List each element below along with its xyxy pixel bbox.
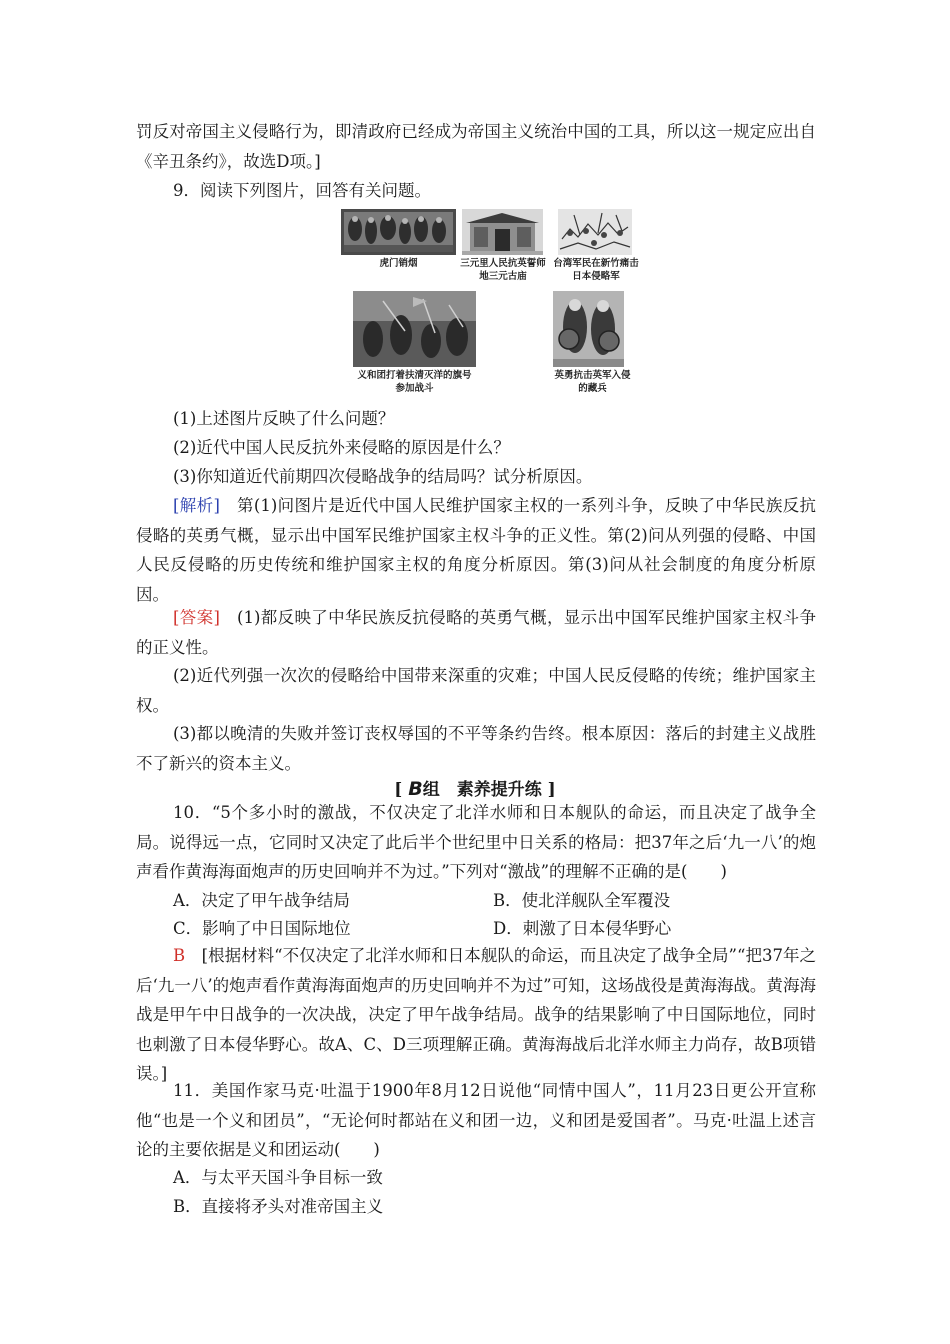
caption-humen: 虎门销烟 xyxy=(379,258,418,269)
analysis-text: 第(1)问图片是近代中国人民维护国家主权的一系列斗争，反映了中华民族反抗侵略的英勇气概，显示出中国军民维护国家主权斗争的正义性。第(2)问从列强的侵略、中国人民反侵略的历史传统和维护国家主权的角度分析原因。第(3)问从社会制度的角度分析原因。 xyxy=(136,496,817,604)
caption-boxers: 义和团打着扶清灭洋的旗号参加战斗 xyxy=(357,370,472,394)
question-9-answer-3: (3)都以晚清的失败并签订丧权辱国的不平等条约告终。根本原因：落后的封建主义战胜不了新兴的资本主义。 xyxy=(136,724,816,773)
caption-sanyuanli: 三元里人民抗英誓师地三元古庙 xyxy=(460,258,546,282)
question-9-answer-1 xyxy=(136,603,816,662)
photo-tibetan-soldiers xyxy=(553,291,624,367)
question-10-stem: 10．“5个多小时的激战，不仅决定了北洋水师和日本舰队的命运，而且决定了战争全局。说得远一点，它同时又决定了此后半个世纪里中日关系的格局：把37年之后‘九一八’的炮声看作黄海海面炮声的历史回响并不为过。”下列对“激战”的理解不正确的是( ) xyxy=(136,803,816,882)
analysis-tag: [解析] xyxy=(173,496,220,515)
question-10-option-c: C．影响了中日国际地位 xyxy=(173,919,351,938)
paragraph-q8-explanation-end: 罚反对帝国主义侵略行为，即清政府已经成为帝国主义统治中国的工具，所以这一规定应出自《辛丑条约》，故选D项。] xyxy=(136,122,816,171)
photo-humen-opium-destruction xyxy=(341,209,456,255)
question-10-answer-letter: B xyxy=(173,946,186,965)
answer-tag: [答案] xyxy=(173,608,220,627)
question-9-answer-2: (2)近代列强一次次的侵略给中国带来深重的灾难；中国人民反侵略的传统；维护国家主权。 xyxy=(136,666,816,715)
caption-tibetan: 英勇抗击英军入侵的藏兵 xyxy=(554,370,631,394)
photo-taiwan-hsinchu-battle xyxy=(558,209,632,255)
photo-sanyuan-temple xyxy=(462,209,543,255)
photo-boxer-battle xyxy=(353,291,476,367)
question-9-stem: 9．阅读下列图片，回答有关问题。 xyxy=(173,181,431,200)
question-10-option-b: B．使北洋舰队全军覆没 xyxy=(493,891,671,910)
question-9-sub2: (2)近代中国人民反抗外来侵略的原因是什么？ xyxy=(173,438,510,457)
answer-1-text: (1)都反映了中华民族反抗侵略的英勇气概，显示出中国军民维护国家主权斗争的正义性。 xyxy=(136,608,817,657)
question-9-sub3: (3)你知道近代前期四次侵略战争的结局吗？试分析原因。 xyxy=(173,467,593,486)
question-10-option-d: D．刺激了日本侵华野心 xyxy=(493,919,672,938)
question-9-sub1: (1)上述图片反映了什么问题？ xyxy=(173,409,395,428)
section-bracket-right: ] xyxy=(547,780,556,800)
question-11-option-b: B．直接将矛头对准帝国主义 xyxy=(173,1197,384,1216)
question-10-explanation xyxy=(136,941,816,1089)
question-11-stem: 11．美国作家马克·吐温于1900年8月12日说他“同情中国人”，11月23日更公开宣称他“也是一个义和团员”，“无论何时都站在义和团一边，义和团是爱国者”。马克·吐温上述言论的主要依据是义和团运动( ) xyxy=(136,1081,816,1160)
section-b-letter: B xyxy=(408,778,423,800)
question-10-option-a: A．决定了甲午战争结局 xyxy=(173,891,350,910)
question-9-analysis xyxy=(136,491,816,609)
section-title: 组 素养提升练 xyxy=(422,780,542,800)
question-11-option-a: A．与太平天国斗争目标一致 xyxy=(173,1168,383,1187)
section-bracket-left: [ xyxy=(394,780,403,800)
caption-taiwan: 台湾军民在新竹痛击日本侵略军 xyxy=(553,258,639,282)
question-10-explanation-text: [根据材料“不仅决定了北洋水师和日本舰队的命运，而且决定了战争全局”“把37年之后‘九一八’的炮声看作黄海海面炮声的历史回响并不为过”可知，这场战役是黄海海战。黄海海战是甲午中日战争的一次决战，决定了甲午战争结局。战争的结果影响了中日国际地位，同时也刺激了日本侵华野心。故A、C、D三项理解正确。黄海海战后北洋水师主力尚存，故B项错误。] xyxy=(136,946,816,1084)
